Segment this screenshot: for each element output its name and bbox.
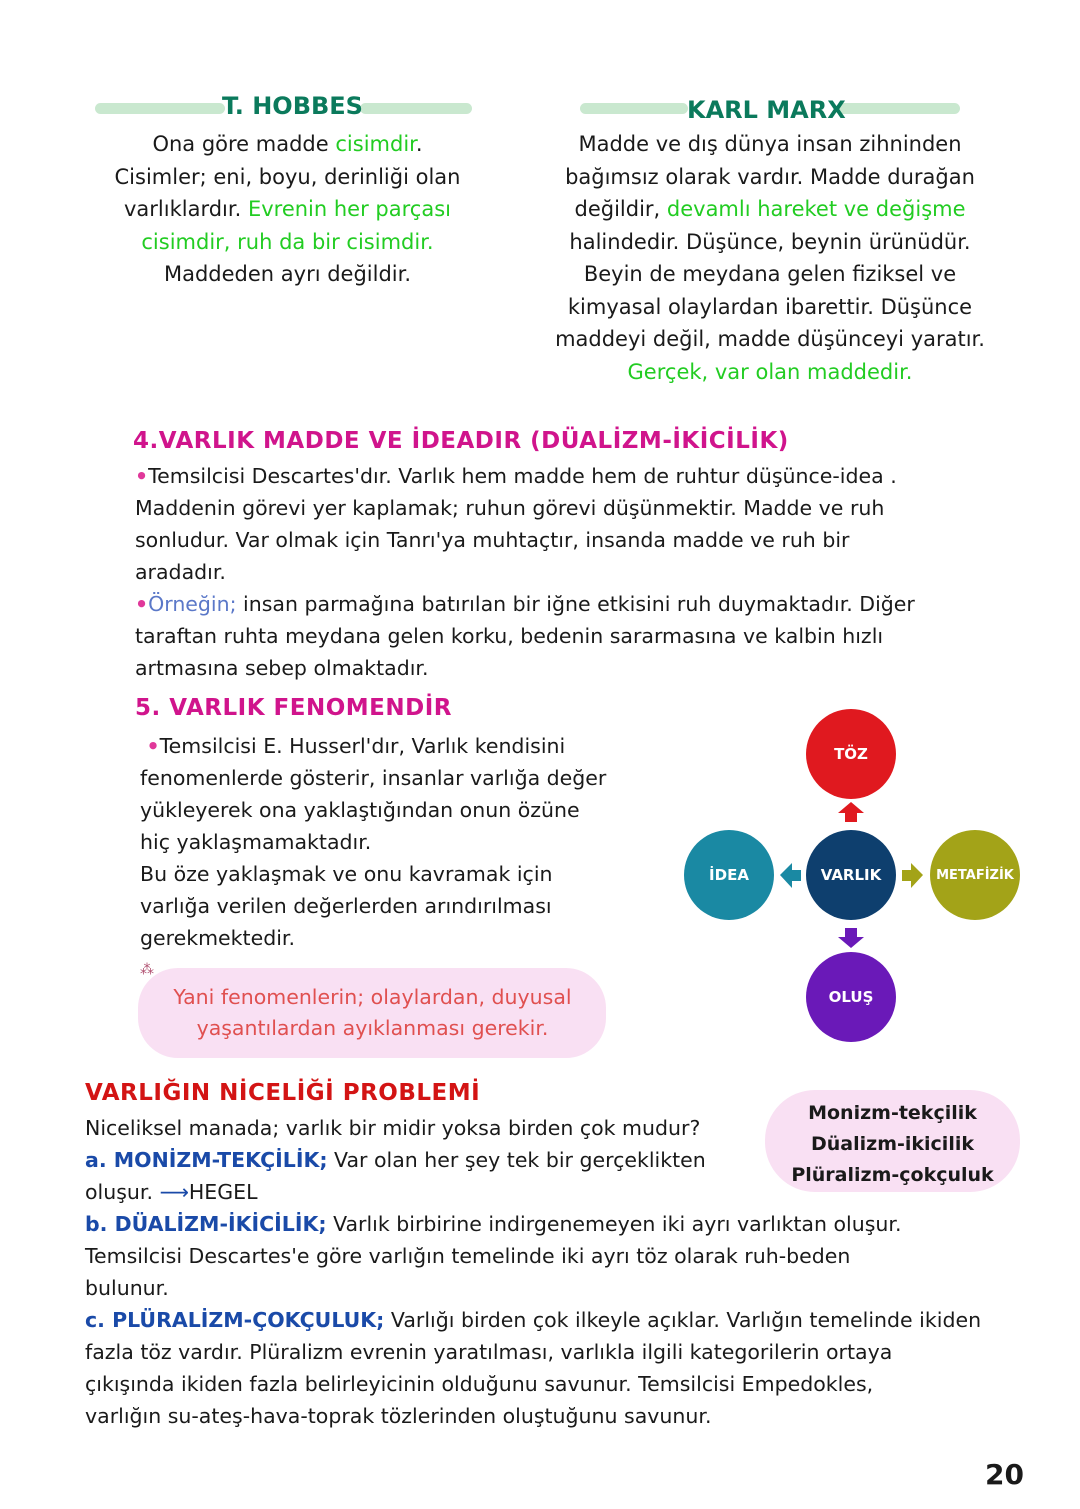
note-line: yaşantılardan ayıklanması gerekir. [196, 1016, 549, 1040]
section5-line: Bu öze yaklaşmak ve onu kavramak için [140, 862, 553, 886]
text-segment: bağımsız olarak vardır. Madde durağan [565, 164, 975, 189]
section4-line: artmasına sebep olmaktadır. [135, 656, 429, 680]
hobbes-line [95, 226, 480, 259]
arrow-right-icon: ⟶ [159, 1180, 189, 1204]
marx-text [535, 128, 1005, 388]
diagram-node-toz: TÖZ [806, 709, 896, 799]
section4-body [135, 460, 1015, 684]
text-segment: Beyin de meydana gelen fiziksel ve [583, 262, 957, 286]
hobbes-title: T. HOBBES [222, 92, 363, 120]
title-underline-left [580, 103, 688, 114]
quantity-intro: Niceliksel manada; varlık bir midir yoksa birden çok mudur? [85, 1116, 701, 1140]
text-segment: halindedir. Düşünce, beynin ürünüdür. [569, 229, 971, 254]
dualizm-line: Temsilcisi Descartes'e göre varlığın temelinde iki ayrı töz olarak ruh-beden [85, 1244, 851, 1268]
section4-line: Maddenin görevi yer kaplamak; ruhun görevi düşünmektir. Madde ve ruh [135, 496, 885, 520]
marx-line [535, 258, 1005, 291]
pluralizm-label: c. PLÜRALİZM-ÇOKÇULUK; [85, 1308, 385, 1332]
monizm-text: Var olan her şey tek bir gerçeklikten [327, 1148, 706, 1172]
hobbes-text [95, 128, 480, 291]
summary-line: Monizm-tekçilik [808, 1102, 977, 1124]
highlight-text: cisimdir, ruh da bir cisimdir. [141, 229, 434, 254]
marx-line [535, 161, 1005, 194]
dualizm-line: bulunur. [85, 1276, 169, 1300]
bullet: • [135, 592, 149, 616]
varlik-diagram [680, 705, 1020, 1045]
section4-line: taraftan ruhta meydana gelen korku, bedenin sararmasına ve kalbin hızlı [135, 624, 884, 648]
marx-line [535, 193, 1005, 226]
section5-heading: 5. VARLIK FENOMENDİR [135, 695, 452, 721]
arrow-right-icon [902, 863, 923, 888]
marx-line [535, 291, 1005, 324]
text-segment: varlıklardır. [124, 197, 248, 221]
monizm-line2: oluşur. [85, 1180, 153, 1204]
dualizm-text: Varlık birbirine indirgenemeyen iki ayrı varlıktan oluşur. [326, 1212, 902, 1236]
section5-line: varlığa verilen değerlerden arındırılması [140, 894, 552, 918]
section5-line: hiç yaklaşmamaktadır. [140, 830, 372, 854]
text-segment: Ona göre madde [152, 132, 336, 156]
monizm-label: a. MONİZM-TEKÇİLİK; [85, 1148, 328, 1172]
arrow-left-icon [780, 863, 801, 888]
quantity-body [85, 1112, 1035, 1432]
section5-line: gerekmektedir. [140, 926, 295, 950]
diagram-arrows [680, 705, 1020, 1045]
pluralizm-line: varlığın su-ateş-hava-toprak tözlerinden oluştuğunu savunur. [85, 1404, 712, 1428]
summary-line: Düalizm-ikicilik [811, 1133, 974, 1155]
summary-line: Plüralizm-çokçuluk [791, 1164, 994, 1186]
marx-title: KARL MARX [687, 96, 846, 124]
pluralizm-line: çıkışında ikiden fazla belirleyicinin olduğunu savunur. Temsilcisi Empedokles, [85, 1372, 874, 1396]
text-segment: . [415, 132, 423, 156]
pluralizm-line: fazla töz vardır. Plüralizm evrenin yaratılması, varlıkla ilgili kategorilerin ortaya [85, 1340, 893, 1364]
section4-line: sonludur. Var olmak için Tanrı'ya muhtaçtır, insanda madde ve ruh bir [135, 528, 850, 552]
text-segment: Maddeden ayrı değildir. [163, 262, 412, 286]
highlight-text: devamlı hareket ve değişme [666, 197, 966, 221]
section4-line: insan parmağına batırılan bir iğne etkisini ruh duymaktadır. Diğer [236, 592, 915, 616]
text-segment: kimyasal olaylardan ibarettir. Düşünce [567, 294, 973, 319]
text-segment: Madde ve dış dünya insan zihninden [578, 132, 962, 156]
marx-line [535, 226, 1005, 259]
diagram-node-metafizik: METAFİZİK [930, 830, 1020, 920]
highlight-text: cisimdir [335, 132, 416, 156]
section5-line: Temsilcisi E. Husserl'dır, Varlık kendisini [159, 734, 566, 758]
hobbes-line [95, 193, 480, 226]
pluralizm-text: Varlığı birden çok ilkeyle açıklar. Varlığın temelinde ikiden [384, 1308, 982, 1332]
section4-line: aradadır. [135, 560, 226, 584]
marx-line [535, 323, 1005, 356]
arrow-down-icon [838, 928, 864, 948]
highlight-text: Gerçek, var olan maddedir. [627, 359, 913, 384]
text-segment: değildir, [574, 197, 667, 221]
title-underline-right [838, 103, 960, 114]
highlight-text: Evrenin her parçası [247, 197, 451, 221]
text-segment: maddeyi değil, madde düşünceyi yaratır. [555, 327, 985, 351]
bullet: • [146, 734, 160, 758]
marx-line [535, 128, 1005, 161]
section5-note [150, 982, 595, 1044]
section4-line: Temsilcisi Descartes'dır. Varlık hem madde hem de ruhtur düşünce-idea . [148, 464, 897, 488]
section5-body [140, 730, 680, 954]
section4-heading: 4.VARLIK MADDE VE İDEADIR (DÜALİZM-İKİCİLİK) [133, 428, 789, 454]
hobbes-line [95, 258, 480, 291]
hegel-label: HEGEL [188, 1180, 258, 1204]
diagram-node-idea: İDEA [684, 830, 774, 920]
quantity-heading: VARLIĞIN NİCELİĞİ PROBLEMİ [85, 1080, 481, 1106]
section5-line: yükleyerek ona yaklaştığından onun özüne [140, 798, 580, 822]
dualizm-label: b. DÜALİZM-İKİCİLİK; [85, 1212, 327, 1236]
title-underline-right [360, 103, 472, 114]
hobbes-line [95, 128, 480, 161]
page-number: 20 [985, 1458, 1024, 1491]
note-line: Yani fenomenlerin; olaylardan, duyusal [173, 985, 572, 1009]
title-underline-left [95, 103, 225, 114]
bullet: • [135, 464, 149, 488]
hobbes-line [95, 161, 480, 194]
example-label: Örneğin; [148, 592, 237, 616]
arrow-up-icon [838, 802, 864, 822]
marx-line [535, 356, 1005, 389]
sparkle-icon: ⁂ [140, 962, 154, 978]
section5-line: fenomenlerde gösterir, insanlar varlığa değer [140, 766, 607, 790]
diagram-node-varlik: VARLIK [806, 830, 896, 920]
diagram-node-olus: OLUŞ [806, 952, 896, 1042]
text-segment: Cisimler; eni, boyu, derinliği olan [114, 164, 461, 189]
